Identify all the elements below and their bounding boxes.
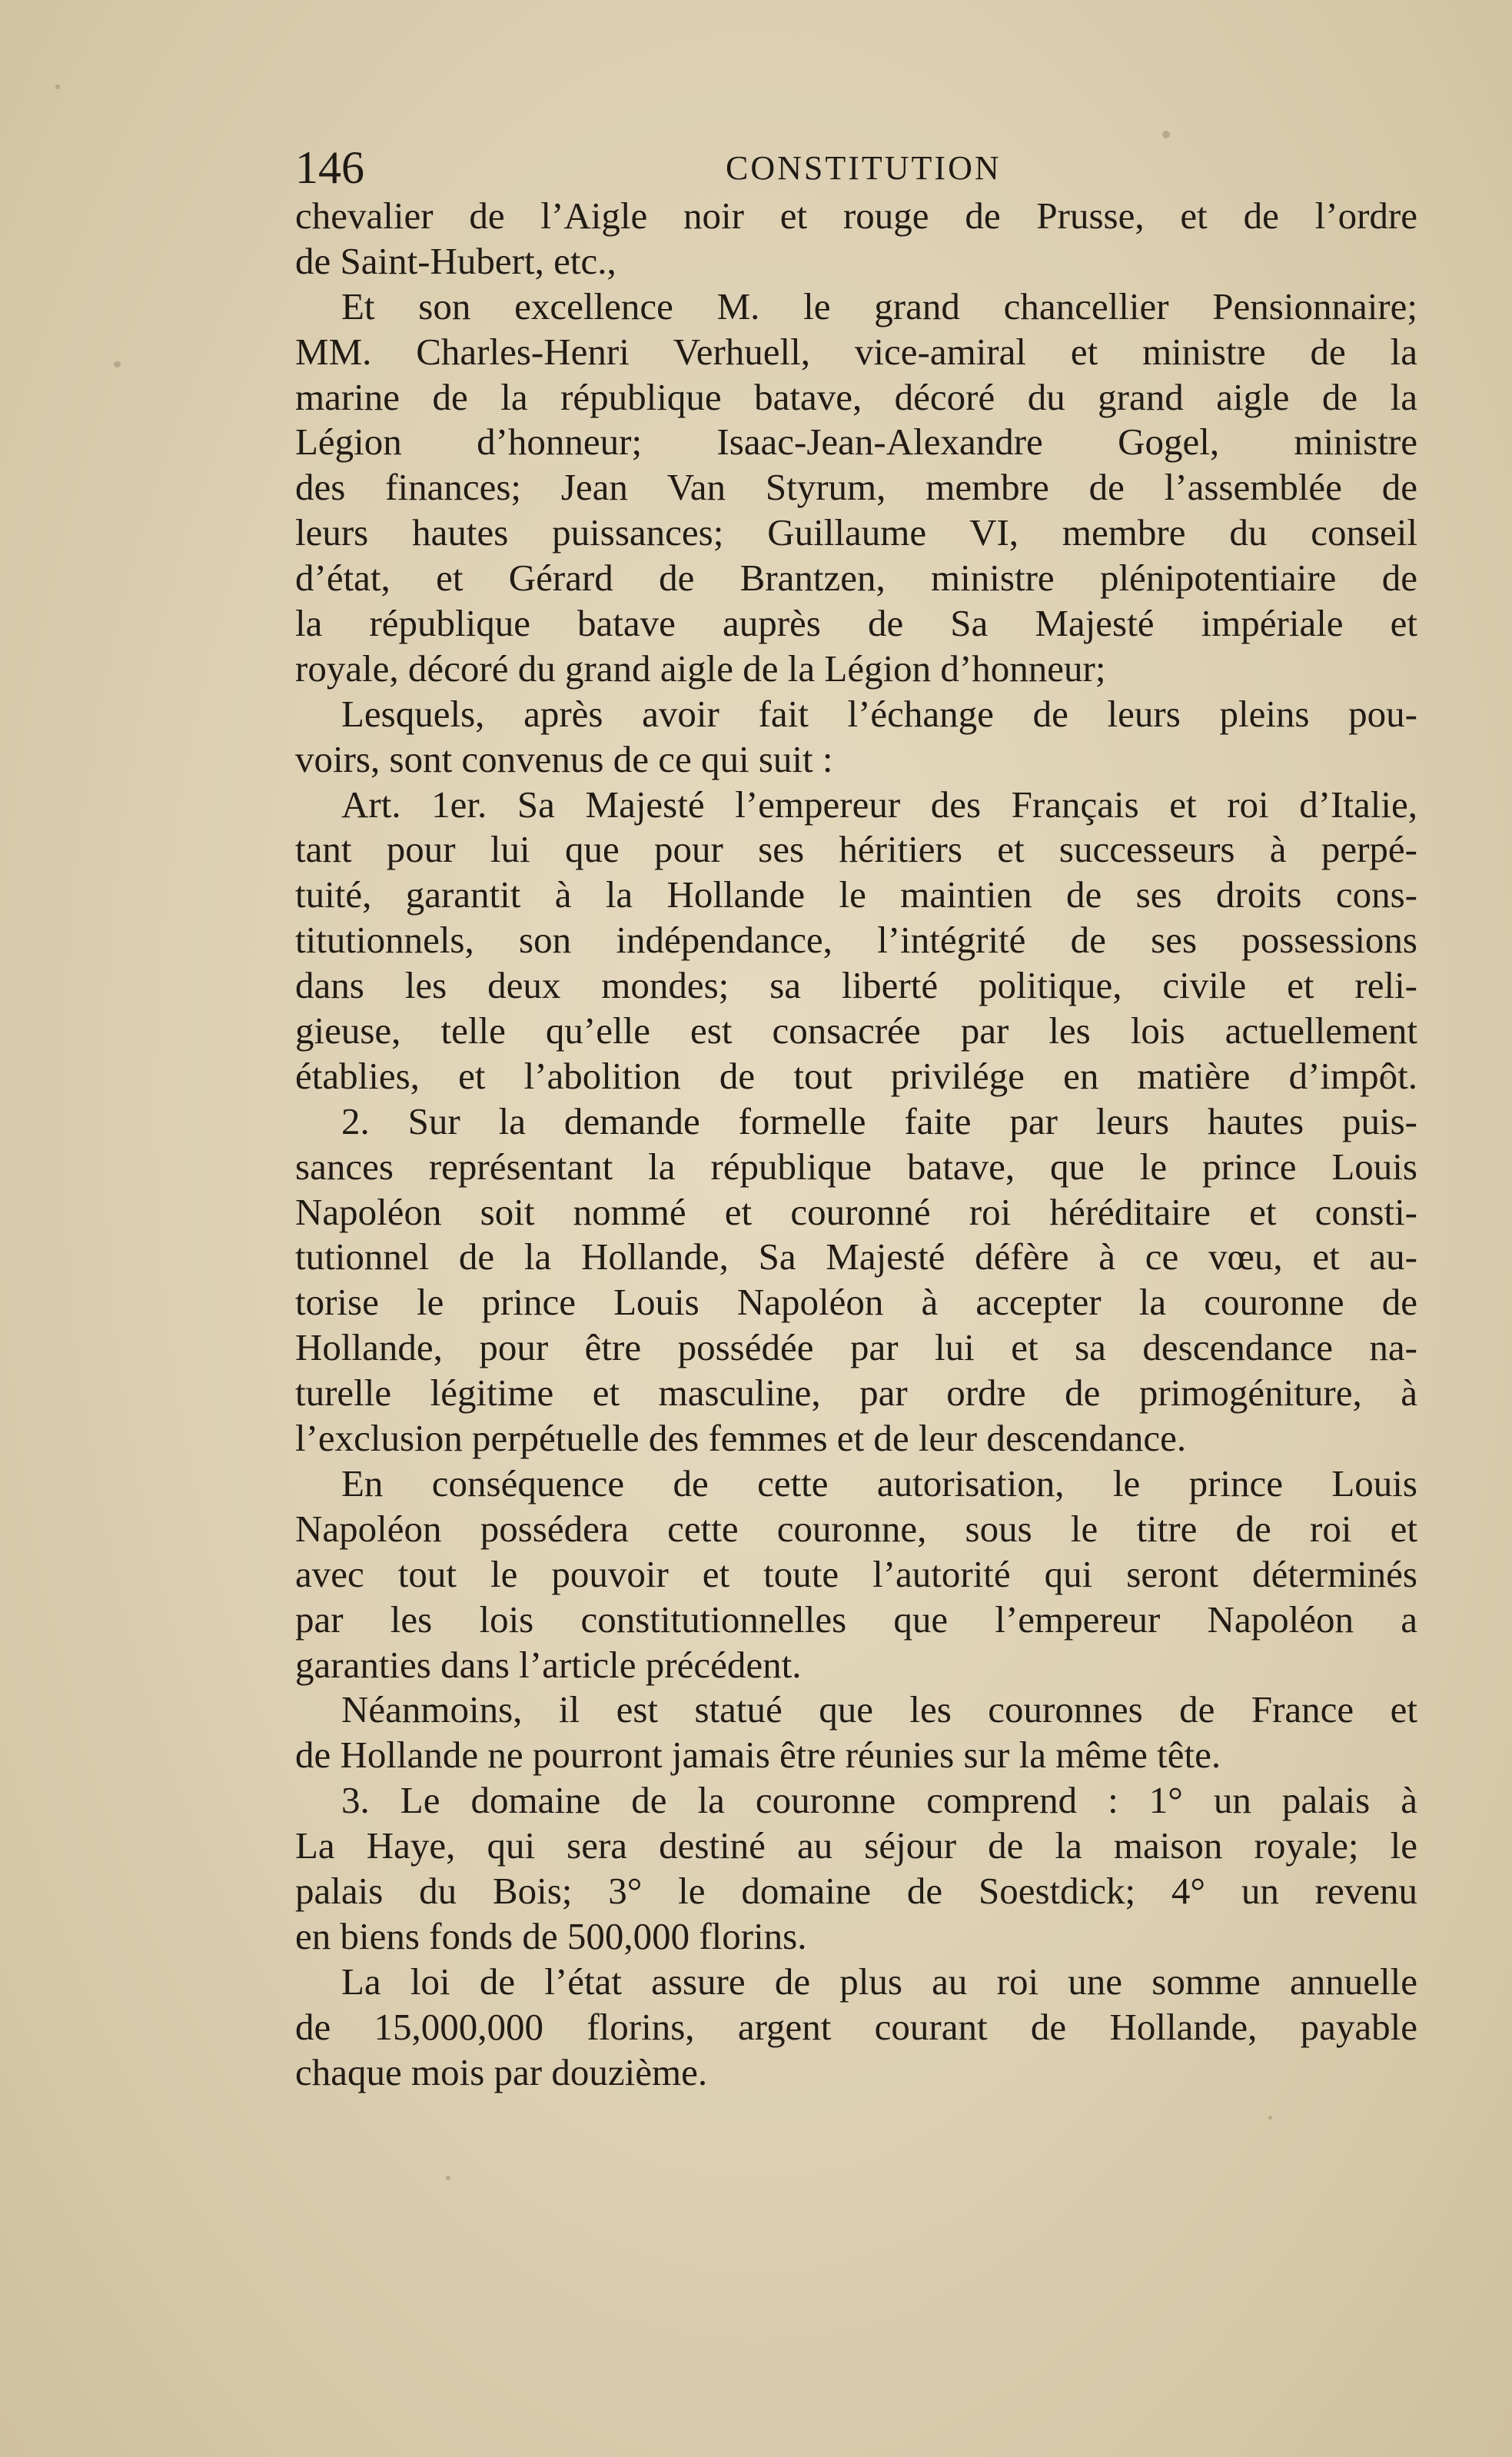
text-line: de 15,000,000 florins, argent courant de Hollande, payable <box>295 2005 1417 2048</box>
text-line: palais du Bois; 3° le domaine de Soestdick; 4° un revenu <box>295 1869 1417 1912</box>
text-line: dans les deux mondes; sa liberté politique, civile et reli- <box>295 964 1417 1007</box>
text-line: marine de la république batave, décoré du grand aigle de la <box>295 375 1417 418</box>
paper-speck <box>446 2176 450 2180</box>
text-line: d’état, et Gérard de Brantzen, ministre plénipotentiaire de <box>295 557 1417 600</box>
text-line: tant pour lui que pour ses héritiers et successeurs à perpé- <box>295 828 1417 871</box>
text-line: la république batave auprès de Sa Majesté impériale et <box>295 602 1417 645</box>
text-line: de Hollande ne pourront jamais être réunies sur la même tête. <box>295 1734 1221 1777</box>
paper-speck <box>1268 2116 1272 2120</box>
text-line: de Saint-Hubert, etc., <box>295 239 616 282</box>
text-line: Et son excellence M. le grand chancellier Pensionnaire; <box>341 284 1417 327</box>
page-number: 146 <box>295 142 364 193</box>
text-line: des finances; Jean Van Styrum, membre de l’assemblée de <box>295 466 1417 509</box>
text-line: turelle légitime et masculine, par ordre de primogéniture, à <box>295 1371 1417 1415</box>
text-line: Néanmoins, il est statué que les couronnes de France et <box>341 1688 1417 1731</box>
running-head: CONSTITUTION <box>726 149 1002 187</box>
text-line: sances représentant la république batave, que le prince Louis <box>295 1145 1417 1188</box>
text-line: tutionnel de la Hollande, Sa Majesté défère à ce vœu, et au- <box>295 1235 1417 1278</box>
text-line: gieuse, telle qu’elle est consacrée par les lois actuellement <box>295 1009 1417 1052</box>
text-line: torise le prince Louis Napoléon à accepter la couronne de <box>295 1281 1417 1324</box>
text-line: 2. Sur la demande formelle faite par leurs hautes puis- <box>341 1099 1417 1142</box>
text-line: Hollande, pour être possédée par lui et sa descendance na- <box>295 1326 1417 1369</box>
text-line: chaque mois par douzième. <box>295 2050 708 2093</box>
text-line: royale, décoré du grand aigle de la Légion d’honneur; <box>295 647 1106 690</box>
text-line: titutionnels, son indépendance, l’intégrité de ses possessions <box>295 919 1417 962</box>
text-line: chevalier de l’Aigle noir et rouge de Prusse, et de l’ordre <box>295 194 1417 237</box>
text-line: Lesquels, après avoir fait l’échange de leurs pleins pou- <box>341 692 1417 735</box>
text-line: établies, et l’abolition de tout privilége en matière d’impôt. <box>295 1054 1417 1097</box>
paper-speck <box>114 361 121 367</box>
text-line: leurs hautes puissances; Guillaume VI, membre du conseil <box>295 511 1417 554</box>
paper-speck <box>55 85 60 89</box>
text-line: Légion d’honneur; Isaac-Jean-Alexandre Gogel, ministre <box>295 421 1417 464</box>
text-line: par les lois constitutionnelles que l’empereur Napoléon a <box>295 1598 1417 1641</box>
text-line: avec tout le pouvoir et toute l’autorité qui seront déterminés <box>295 1552 1417 1595</box>
text-line: tuité, garantit à la Hollande le maintien de ses droits cons- <box>295 873 1417 916</box>
text-line: en biens fonds de 500,000 florins. <box>295 1914 807 1957</box>
text-line: l’exclusion perpétuelle des femmes et de leur descendance. <box>295 1417 1187 1460</box>
text-line: MM. Charles-Henri Verhuell, vice-amiral et ministre de la <box>295 330 1417 373</box>
text-line: La Haye, qui sera destiné au séjour de la maison royale; le <box>295 1824 1417 1867</box>
body-text <box>295 194 1417 2095</box>
text-line: Napoléon possédera cette couronne, sous le titre de roi et <box>295 1507 1417 1550</box>
text-line: 3. Le domaine de la couronne comprend : 1° un palais à <box>341 1779 1417 1822</box>
page-header <box>295 137 1417 198</box>
text-line: Napoléon soit nommé et couronné roi héréditaire et consti- <box>295 1190 1417 1233</box>
text-line: voirs, sont convenus de ce qui suit : <box>295 737 833 780</box>
text-line: En conséquence de cette autorisation, le prince Louis <box>341 1461 1417 1504</box>
text-line: Art. 1er. Sa Majesté l’empereur des Français et roi d’Italie, <box>341 783 1417 826</box>
text-line: garanties dans l’article précédent. <box>295 1643 802 1686</box>
text-line: La loi de l’état assure de plus au roi une somme annuelle <box>341 1960 1417 2003</box>
